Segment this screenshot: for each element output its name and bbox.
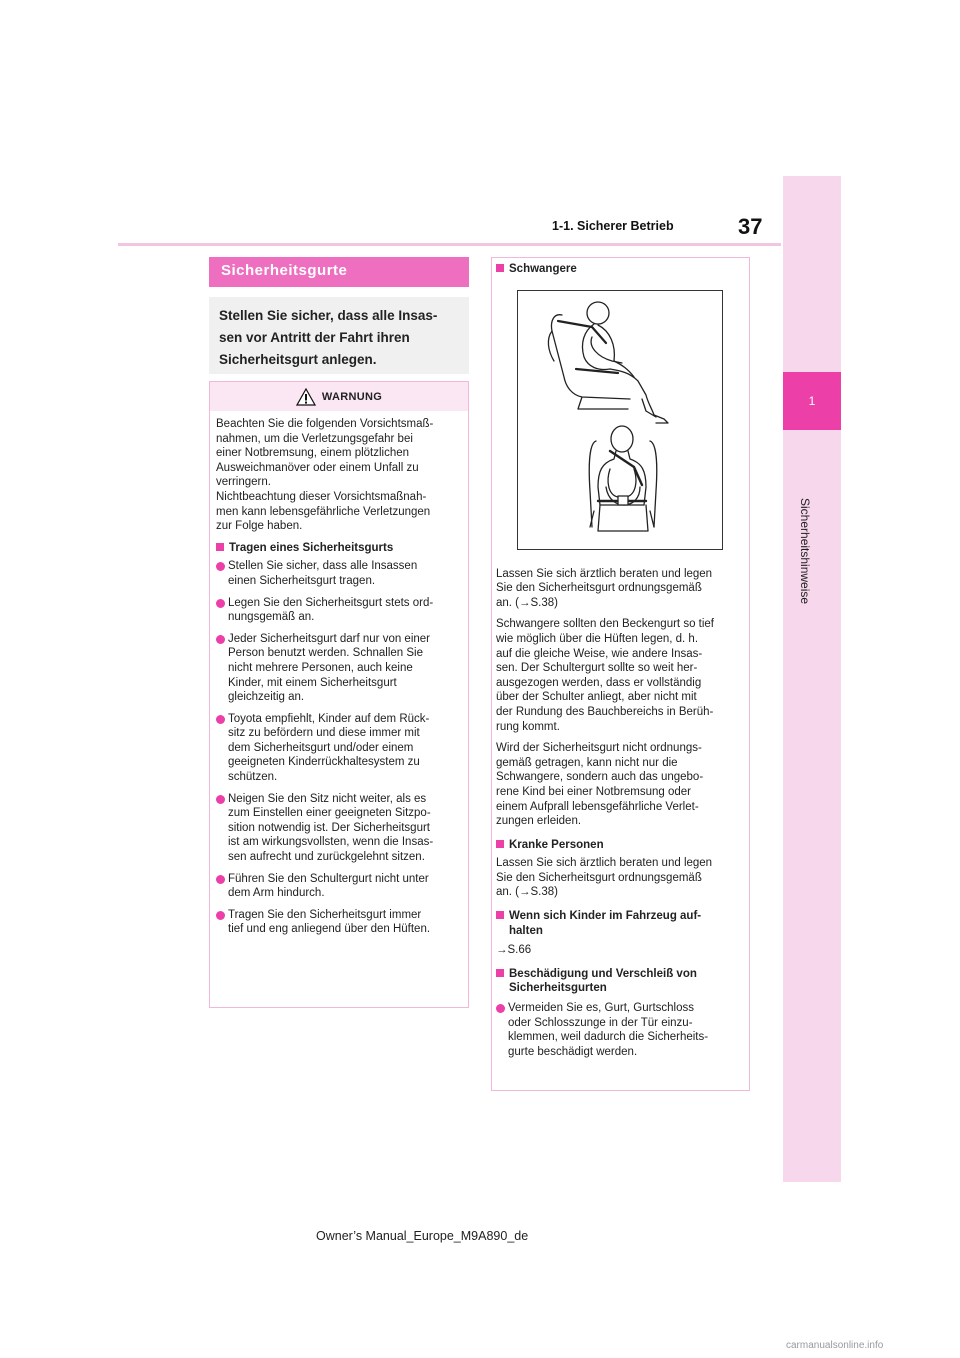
warning-bullet: Stellen Sie sicher, dass alle Insassen einen Sicherheitsgurt tragen. bbox=[216, 559, 462, 588]
damage-bullet: Vermeiden Sie es, Gurt, Gurtschloss oder Schlosszunge in der Tür einzu- klemmen, weil dadurch die Sicherheits- gurte beschädigt werden. bbox=[496, 1001, 744, 1059]
bullet-dot-icon bbox=[216, 562, 225, 571]
bullet-dot-icon bbox=[216, 715, 225, 724]
intro-line: sen vor Antritt der Fahrt ihren bbox=[219, 330, 410, 345]
warning-bullet: Jeder Sicherheitsgurt darf nur von einer Person benutzt werden. Schnallen Sie nicht mehrere Personen, auch keine Kinder, mit einem Sicherheitsgurt gleichzeitig an. bbox=[216, 632, 462, 705]
pregnant-paragraph: Wird der Sicherheitsgurt nicht ordnungs- gemäß getragen, kann nicht nur die Schwangere, sondern auch das ungebo- rene Kind bei einer Notbremsung oder einem Aufprall lebensgefährliche Verlet- zungen erleiden. bbox=[496, 742, 704, 828]
warning-body bbox=[216, 417, 462, 944]
bullet-dot-icon bbox=[216, 795, 225, 804]
square-bullet-icon bbox=[496, 911, 504, 919]
bullet-dot-icon bbox=[216, 911, 225, 920]
damage-heading: Beschädigung und Verschleiß von Sicherheitsgurten bbox=[496, 967, 744, 996]
bullet-dot-icon bbox=[216, 875, 225, 884]
square-bullet-icon bbox=[496, 969, 504, 977]
square-bullet-icon bbox=[496, 264, 504, 272]
chapter-side-tab bbox=[783, 176, 841, 1182]
pregnant-seatbelt-figure bbox=[518, 291, 722, 549]
section-heading: Sicherheitsgurte bbox=[209, 257, 469, 287]
warning-bullet: Neigen Sie den Sitz nicht weiter, als es zum Einstellen einer geeigneten Sitzpo- sition notwendig ist. Der Sicherheitsgurt ist am wirkungsvollsten, wenn die Insas- sen aufrecht und zurückgelehnt sitzen. bbox=[216, 792, 462, 865]
intro-line: Stellen Sie sicher, dass alle Insas- bbox=[219, 308, 438, 323]
warning-bullet: Führen Sie den Schultergurt nicht unter dem Arm hindurch. bbox=[216, 872, 462, 901]
chapter-label: Sicherheitshinweise bbox=[798, 498, 812, 605]
warning-bullet: Legen Sie den Sicherheitsgurt stets ord- nungsgemäß an. bbox=[216, 596, 462, 625]
square-bullet-icon bbox=[496, 840, 504, 848]
bullet-dot-icon bbox=[216, 635, 225, 644]
bullet-dot-icon bbox=[216, 599, 225, 608]
header-divider bbox=[118, 243, 781, 246]
sick-heading: Kranke Personen bbox=[496, 838, 744, 853]
footer-doc-id: Owner’s Manual_Europe_M9A890_de bbox=[316, 1229, 529, 1243]
warning-bullet: Toyota empfiehlt, Kinder auf dem Rück- sitz zu befördern und diese immer mit dem Sicherheitsgurt und/oder einem geeigneten Kinderrückhaltesystem zu schützen. bbox=[216, 712, 462, 785]
page-number: 37 bbox=[738, 214, 763, 239]
warning-subheading: Tragen eines Sicherheitsgurts bbox=[216, 541, 462, 556]
children-reference-link[interactable]: →S.66 bbox=[496, 944, 532, 957]
warning-header bbox=[210, 382, 468, 411]
pregnant-heading: Schwangere bbox=[496, 262, 744, 277]
children-heading: Wenn sich Kinder im Fahrzeug auf- halten bbox=[496, 909, 744, 938]
warning-bullet: Tragen Sie den Sicherheitsgurt immer tief und eng anliegend über den Hüften. bbox=[216, 908, 462, 937]
watermark: carmanualsonline.info bbox=[786, 1340, 884, 1351]
chapter-number-tab[interactable]: 1 bbox=[783, 372, 841, 430]
section-title: 1-1. Sicherer Betrieb bbox=[552, 219, 674, 233]
pregnant-paragraph: Schwangere sollten den Beckengurt so tief wie möglich über die Hüften legen, d. h. auf die gleiche Weise, wie andere Insas- sen. Der Schultergurt sollte so weit her- ausgezogen werden, dass er vollständig über der Schulter anliegt, aber nicht mit der Rundung des Bauchbereichs in Berüh- rung kommt. bbox=[496, 618, 714, 733]
pregnant-paragraph: Lassen Sie sich ärztlich beraten und legen Sie den Sicherheitsgurt ordnungsgemäß an. (→S.38) bbox=[496, 567, 713, 609]
intro-line: Sicherheitsgurt anlegen. bbox=[219, 352, 377, 367]
square-bullet-icon bbox=[216, 543, 224, 551]
bullet-dot-icon bbox=[496, 1004, 505, 1013]
warning-intro: Beachten Sie die folgenden Vorsichtsmaß- nahmen, um die Verletzungsgefahr bei einer Notbremsung, einem plötzlichen Ausweichmanöver oder einem Unfall zu verringern. Nichtbeachtung dieser Vorsichtsmaßnah- men kann lebensgefährliche Verletzungen zur Folge haben. bbox=[216, 418, 434, 533]
intro-box bbox=[209, 297, 469, 374]
warning-triangle-icon bbox=[296, 388, 316, 406]
sick-paragraph: Lassen Sie sich ärztlich beraten und legen Sie den Sicherheitsgurt ordnungsgemäß an. (→S.38) bbox=[496, 857, 713, 899]
warning-label: WARNUNG bbox=[321, 390, 383, 403]
pregnant-seatbelt-illustration bbox=[517, 290, 723, 550]
warning-box bbox=[209, 381, 469, 1008]
